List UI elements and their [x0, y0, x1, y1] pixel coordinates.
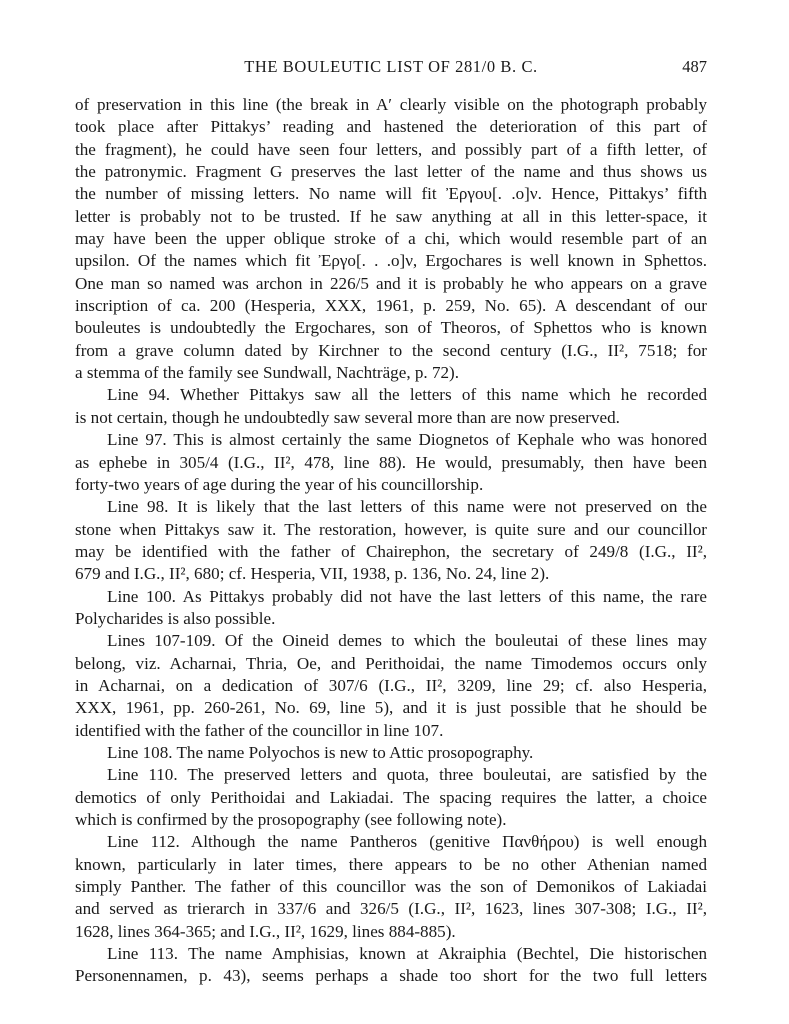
- text-line: is not certain, though he undoubtedly saw several more than are now preserved.: [75, 407, 620, 427]
- text-line: 1628, lines 364-365; and I.G., II², 1629, lines 884-885).: [75, 921, 456, 941]
- text-line: the number of missing letters. No name will fit Ἐργου[. .ο]ν. Hence, Pittakys’ fifth: [75, 184, 707, 204]
- text-line: Line 110. The preserved letters and quota, three bouleutai, are satisfied by the: [107, 765, 707, 785]
- text-line: simply Panther. The father of this councillor was the son of Demonikos of Lakiadai: [75, 877, 707, 897]
- text-line: known, particularly in later times, there appears to be no other Athenian named: [75, 854, 707, 874]
- text-line: Line 113. The name Amphisias, known at Akraiphia (Bechtel, Die historischen: [107, 944, 707, 964]
- text-line: demotics of only Perithoidai and Lakiadai. The spacing requires the latter, a choice: [75, 787, 707, 807]
- text-line: bouleutes is undoubtedly the Ergochares, son of Theoros, of Sphettos who is known: [75, 318, 707, 338]
- text-line: letter is probably not to be trusted. If he saw anything at all in this letter-space, it: [75, 206, 707, 226]
- text-line: Line 98. It is likely that the last letters of this name were not preserved on the: [107, 497, 707, 517]
- text-line: Lines 107-109. Of the Oineid demes to which the bouleutai of these lines may: [107, 631, 707, 651]
- text-line: 679 and I.G., II², 680; cf. Hesperia, VII, 1938, p. 136, No. 24, line 2).: [75, 564, 550, 584]
- text-line: the patronymic. Fragment G preserves the last letter of the name and thus shows us: [75, 162, 707, 182]
- text-line: as ephebe in 305/4 (I.G., II², 478, line 88). He would, presumably, then have been: [75, 452, 707, 472]
- text-line: a stemma of the family see Sundwall, Nachträge, p. 72).: [75, 363, 460, 383]
- text-line: Polycharides is also possible.: [75, 608, 276, 628]
- text-line: took place after Pittakys’ reading and hastened the deterioration of this part of: [75, 117, 707, 137]
- body-text: [75, 94, 707, 988]
- text-line: in Acharnai, on a dedication of 307/6 (I.G., II², 3209, line 29; cf. also Hesperia,: [75, 675, 707, 695]
- text-line: belong, viz. Acharnai, Thria, Oe, and Perithoidai, the name Timodemos occurs only: [75, 653, 707, 673]
- text-line: inscription of ca. 200 (Hesperia, XXX, 1961, p. 259, No. 65). A descendant of our: [75, 296, 707, 316]
- text-line: Line 108. The name Polyochos is new to Attic prosopography.: [107, 742, 534, 762]
- text-line: One man so named was archon in 226/5 and it is probably he who appears on a grave: [75, 273, 707, 293]
- text-line: from a grave column dated by Kirchner to the second century (I.G., II², 7518; for: [75, 340, 707, 360]
- text-line: Line 112. Although the name Pantheros (genitive Πανθήρου) is well enough: [107, 832, 707, 852]
- text-line: Personennamen, p. 43), seems perhaps a shade too short for the two full letters: [75, 966, 707, 986]
- text-line: stone when Pittakys saw it. The restoration, however, is quite sure and our councillor: [75, 519, 707, 539]
- text-line: may be identified with the father of Chairephon, the secretary of 249/8 (I.G., II²,: [75, 541, 707, 561]
- page: [75, 56, 707, 988]
- text-line: XXX, 1961, pp. 260-261, No. 69, line 5), and it is just possible that he should be: [75, 698, 707, 718]
- text-line: identified with the father of the councillor in line 107.: [75, 720, 444, 740]
- text-line: Line 100. As Pittakys probably did not have the last letters of this name, the rare: [107, 586, 707, 606]
- text-line: and served as trierarch in 337/6 and 326/5 (I.G., II², 1623, lines 307-308; I.G., II²,: [75, 899, 707, 919]
- text-line: of preservation in this line (the break in A′ clearly visible on the photograph probably: [75, 95, 707, 114]
- running-header: [75, 56, 707, 80]
- text-line: Line 97. This is almost certainly the same Diognetos of Kephale who was honored: [107, 430, 707, 450]
- text-line: which is confirmed by the prosopography (see following note).: [75, 810, 507, 829]
- running-title: THE BOULEUTIC LIST OF 281/0 B. C.: [244, 57, 538, 76]
- text-line: the fragment), he could have seen four letters, and possibly part of a fifth letter, of: [75, 139, 707, 159]
- text-line: Line 94. Whether Pittakys saw all the letters of this name which he recorded: [107, 385, 707, 405]
- page-number: 487: [682, 57, 707, 76]
- text-line: upsilon. Of the names which fit Ἐργο[. . .ο]ν, Ergochares is well known in Sphettos.: [75, 251, 707, 271]
- text-line: may have been the upper oblique stroke of a chi, which would resemble part of an: [75, 229, 707, 249]
- text-line: forty-two years of age during the year of his councillorship.: [75, 474, 484, 494]
